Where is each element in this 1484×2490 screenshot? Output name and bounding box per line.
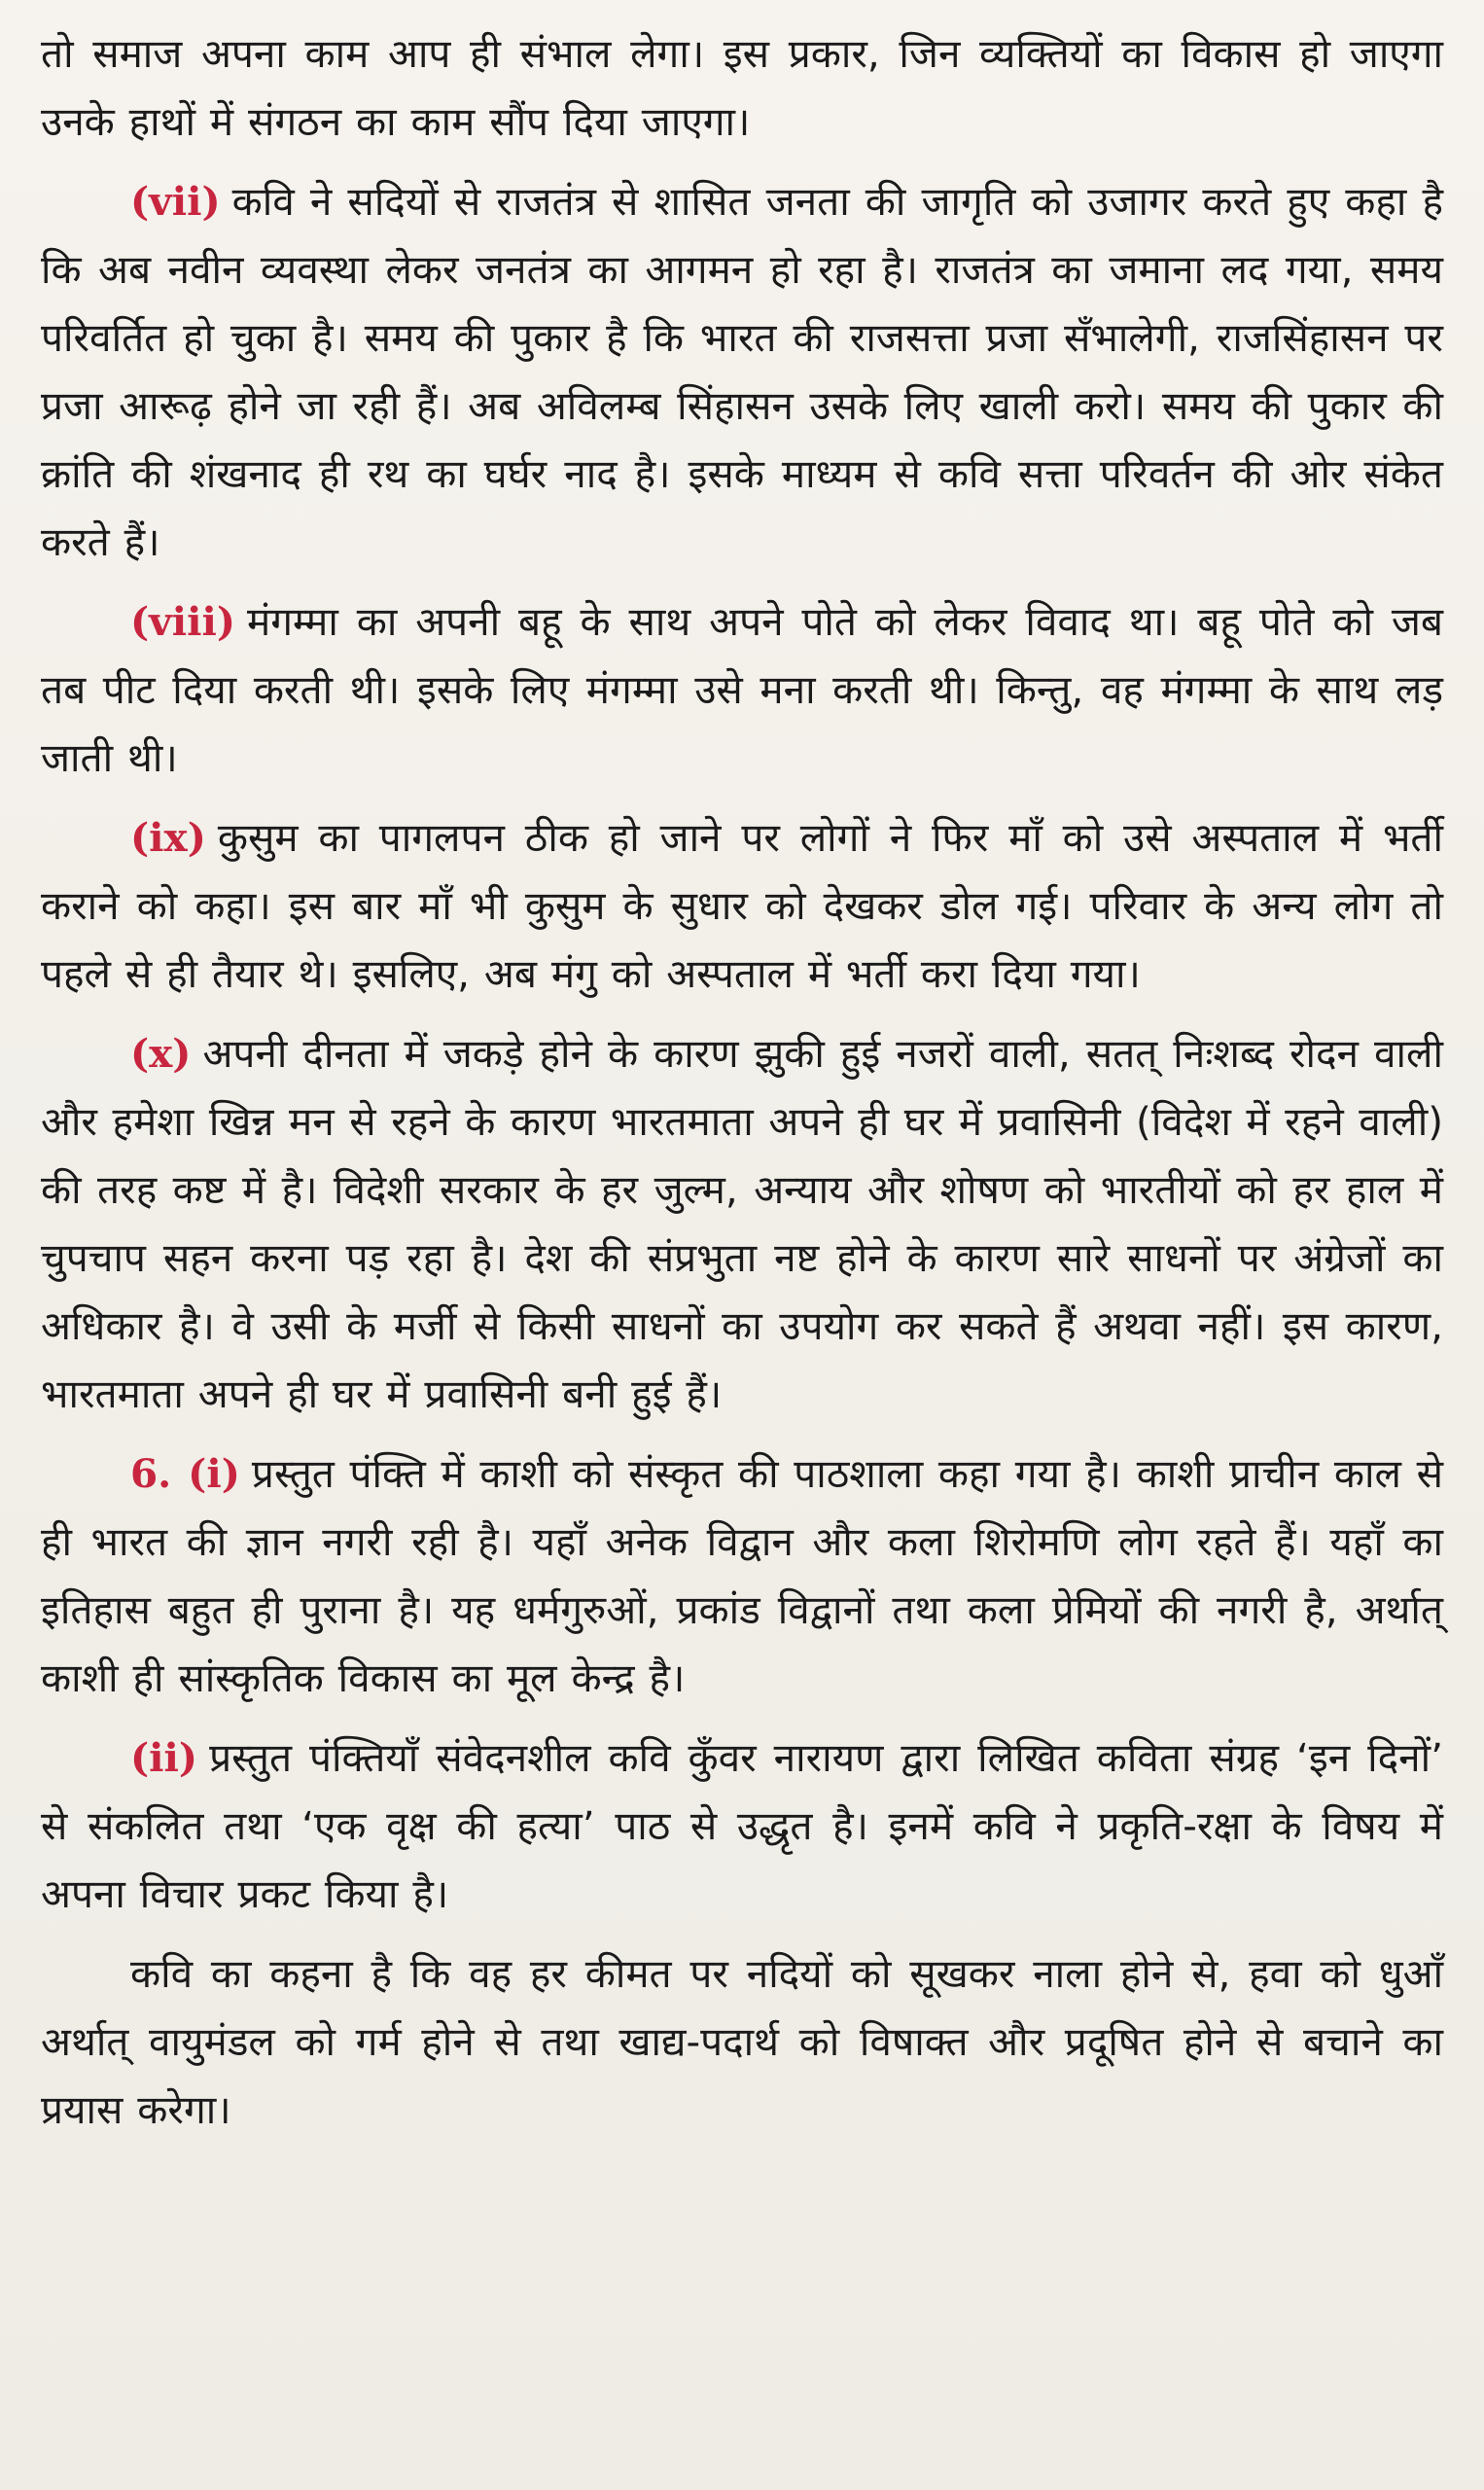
paragraph-viii	[41, 587, 1443, 792]
paragraph-ii-continued	[41, 1939, 1443, 2144]
paragraph-text: कवि का कहना है कि वह हर कीमत पर नदियों को सूखकर नाला होने से, हवा को धुआँ अर्थात् वायुमंडल को गर्म होने से तथा खाद्य-पदार्थ को विषाक्त और प्रदूषित होने से बचाने का प्रयास करेगा।	[41, 1950, 1443, 2133]
paragraph-marker: (viii)	[130, 598, 236, 645]
paragraph-6-i	[41, 1440, 1443, 1712]
paragraph-text: प्रस्तुत पंक्ति में काशी को संस्कृत की पाठशाला कहा गया है। काशी प्राचीन काल से ही भारत की ज्ञान नगरी रही है। यहाँ अनेक विद्वान और कला शिरोमणि लोग रहते हैं। यहाँ का इतिहास बहुत ही पुराना है। यह धर्मगुरुओं, प्रकांड विद्वानों तथा कला प्रेमियों की नगरी है, अर्थात् काशी ही सांस्कृतिक विकास का मूल केन्द्र है।	[41, 1450, 1443, 1701]
paragraph-text: मंगम्मा का अपनी बहू के साथ अपने पोते को लेकर विवाद था। बहू पोते को जब तब पीट दिया करती थी। इसके लिए मंगम्मा उसे मना करती थी। किन्तु, वह मंगम्मा के साथ लड़ जाती थी।	[41, 598, 1443, 781]
paragraph-x	[41, 1019, 1443, 1428]
paragraph-text: तो समाज अपना काम आप ही संभाल लेगा। इस प्रकार, जिन व्यक्तियों का विकास हो जाएगा उनके हाथों में संगठन का काम सौंप दिया जाएगा।	[41, 30, 1443, 145]
paragraph-vii	[41, 167, 1443, 576]
paragraph-text: कुसुम का पागलपन ठीक हो जाने पर लोगों ने फिर माँ को उसे अस्पताल में भर्ती कराने को कहा। इस बार माँ भी कुसुम के सुधार को देखकर डोल गई। परिवार के अन्य लोग तो पहले से ही तैयार थे। इसलिए, अब मंगु को अस्पताल में भर्ती करा दिया गया।	[41, 814, 1443, 997]
paragraph-marker: 6. (i)	[130, 1450, 240, 1497]
paragraph-text: कवि ने सदियों से राजतंत्र से शासित जनता की जागृति को उजागर करते हुए कहा है कि अब नवीन व्यवस्था लेकर जनतंत्र का आगमन हो रहा है। राजतंत्र का जमाना लद गया, समय परिवर्तित हो चुका है। समय की पुकार है कि भारत की राजसत्ता प्रजा सँभालेगी, राजसिंहासन पर प्रजा आरूढ़ होने जा रही हैं। अब अविलम्ब सिंहासन उसके लिए खाली करो। समय की पुकार की क्रांति की शंखनाद ही रथ का घर्घर नाद है। इसके माध्यम से कवि सत्ता परिवर्तन की ओर संकेत करते हैं।	[41, 178, 1443, 565]
paragraph-ii	[41, 1724, 1443, 1928]
paragraph-marker: (ix)	[130, 814, 206, 861]
paragraph-text: अपनी दीनता में जकड़े होने के कारण झुकी हुई नजरों वाली, सतत् निःशब्द रोदन वाली और हमेशा खिन्न मन से रहने के कारण भारतमाता अपने ही घर में प्रवासिनी (विदेश में रहने वाली) की तरह कष्ट में है। विदेशी सरकार के हर जुल्म, अन्याय और शोषण को भारतीयों को हर हाल में चुपचाप सहन करना पड़ रहा है। देश की संप्रभुता नष्ट होने के कारण सारे साधनों पर अंग्रेजों का अधिकार है। वे उसी के मर्जी से किसी साधनों का उपयोग कर सकते हैं अथवा नहीं। इस कारण, भारतमाता अपने ही घर में प्रवासिनी बनी हुई हैं।	[41, 1030, 1443, 1417]
paragraph-ix	[41, 803, 1443, 1008]
paragraph-marker: (x)	[130, 1030, 192, 1077]
paragraph-continuation	[41, 19, 1443, 156]
paragraph-text: प्रस्तुत पंक्तियाँ संवेदनशील कवि कुँवर नारायण द्वारा लिखित कविता संग्रह ‘इन दिनों’ से संकलित तथा ‘एक वृक्ष की हत्या’ पाठ से उद्धृत है। इनमें कवि ने प्रकृति-रक्षा के विषय में अपना विचार प्रकट किया है।	[41, 1734, 1443, 1917]
paragraph-marker: (vii)	[130, 178, 221, 225]
paragraph-marker: (ii)	[130, 1734, 198, 1781]
